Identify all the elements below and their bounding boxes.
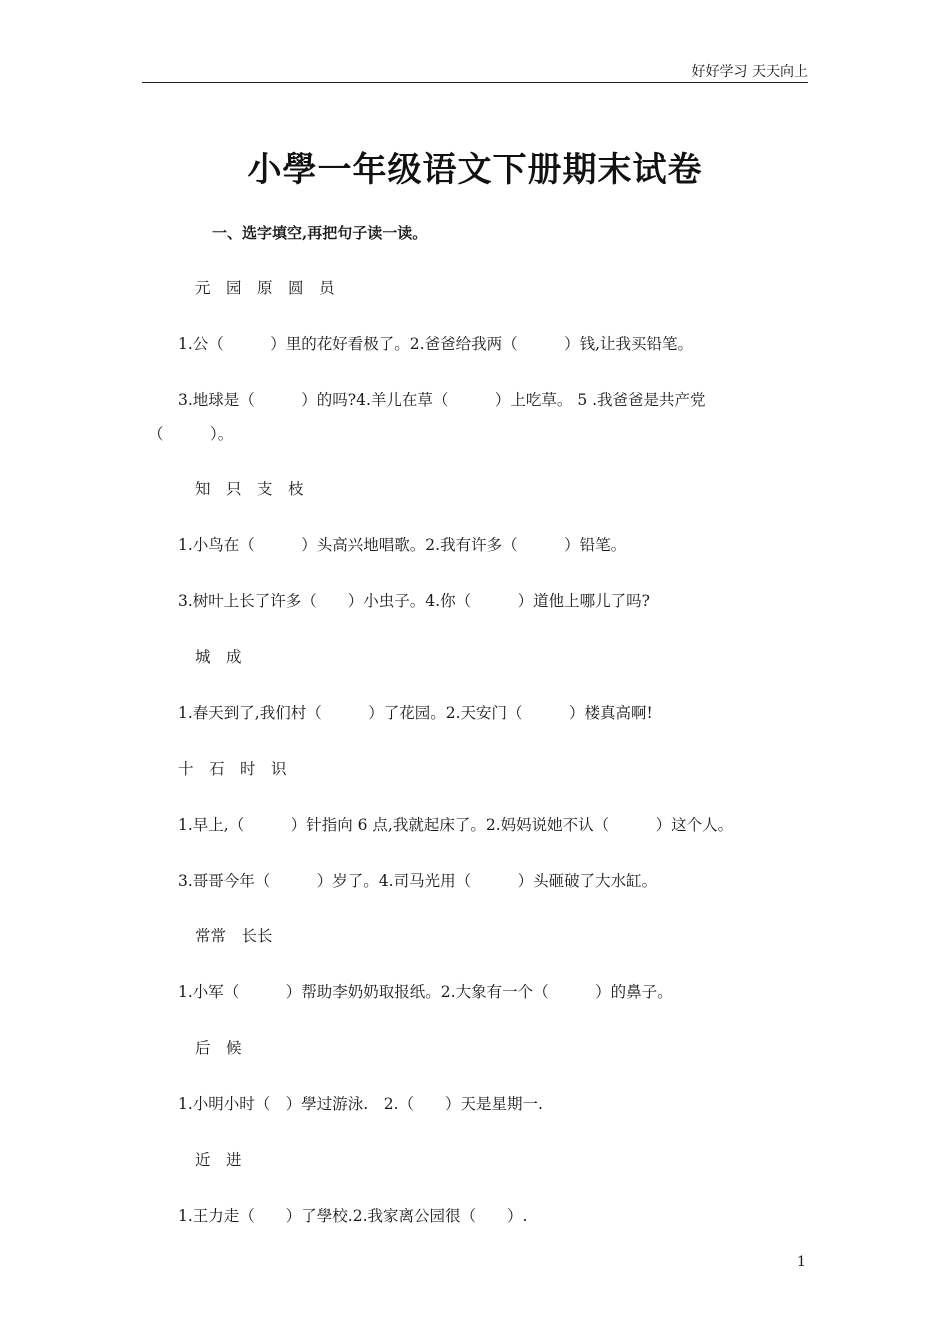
header-rule	[142, 82, 808, 83]
sentence-line: 3.地球是（ ）的吗?4.羊儿在草（ ）上吃草。 5 .我爸爸是共产党	[178, 391, 706, 409]
sentence-line: （ ）。	[148, 425, 234, 443]
sentence-line: 1.小明小时（ ）學过游泳. 2.（ ）天是星期一.	[178, 1095, 543, 1113]
word-choices: 十 石 时 识	[178, 760, 287, 778]
page-title: 小學一年级语文下册期末试卷	[247, 150, 703, 190]
sentence-line: 1.公（ ）里的花好看极了。2.爸爸给我两（ ）钱,让我买铅笔。	[178, 335, 694, 353]
sentence-line: 1.小军（ ）帮助李奶奶取报纸。2.大象有一个（ ）的鼻子。	[178, 983, 673, 1001]
page-number: 1	[797, 1254, 806, 1270]
word-choices: 知 只 支 枝	[195, 480, 304, 498]
sentence-line: 1.小鸟在（ ）头高兴地唱歌。2.我有许多（ ）铅笔。	[178, 536, 627, 554]
word-choices: 后 候	[195, 1039, 242, 1057]
word-choices: 元 园 原 圆 员	[195, 279, 335, 297]
sentence-line: 1.王力走（ ）了學校.2.我家离公园很（ ）.	[178, 1207, 528, 1225]
section-heading: 一、选字填空,再把句子读一读。	[212, 224, 428, 242]
sentence-line: 3.哥哥今年（ ）岁了。4.司马光用（ ）头砸破了大水缸。	[178, 872, 658, 890]
header-motto: 好好学习 天天向上	[691, 64, 808, 80]
word-choices: 城 成	[195, 648, 242, 666]
word-choices: 近 进	[195, 1151, 242, 1169]
sentence-line: 1.早上,（ ）针指向 6 点,我就起床了。2.妈妈说她不认（ ）这个人。	[178, 816, 734, 834]
sentence-line: 3.树叶上长了许多（ ）小虫子。4.你（ ）道他上哪儿了吗?	[178, 592, 650, 610]
word-choices: 常常 长长	[195, 927, 273, 945]
sentence-line: 1.春天到了,我们村（ ）了花园。2.天安门（ ）楼真高啊!	[178, 704, 653, 722]
